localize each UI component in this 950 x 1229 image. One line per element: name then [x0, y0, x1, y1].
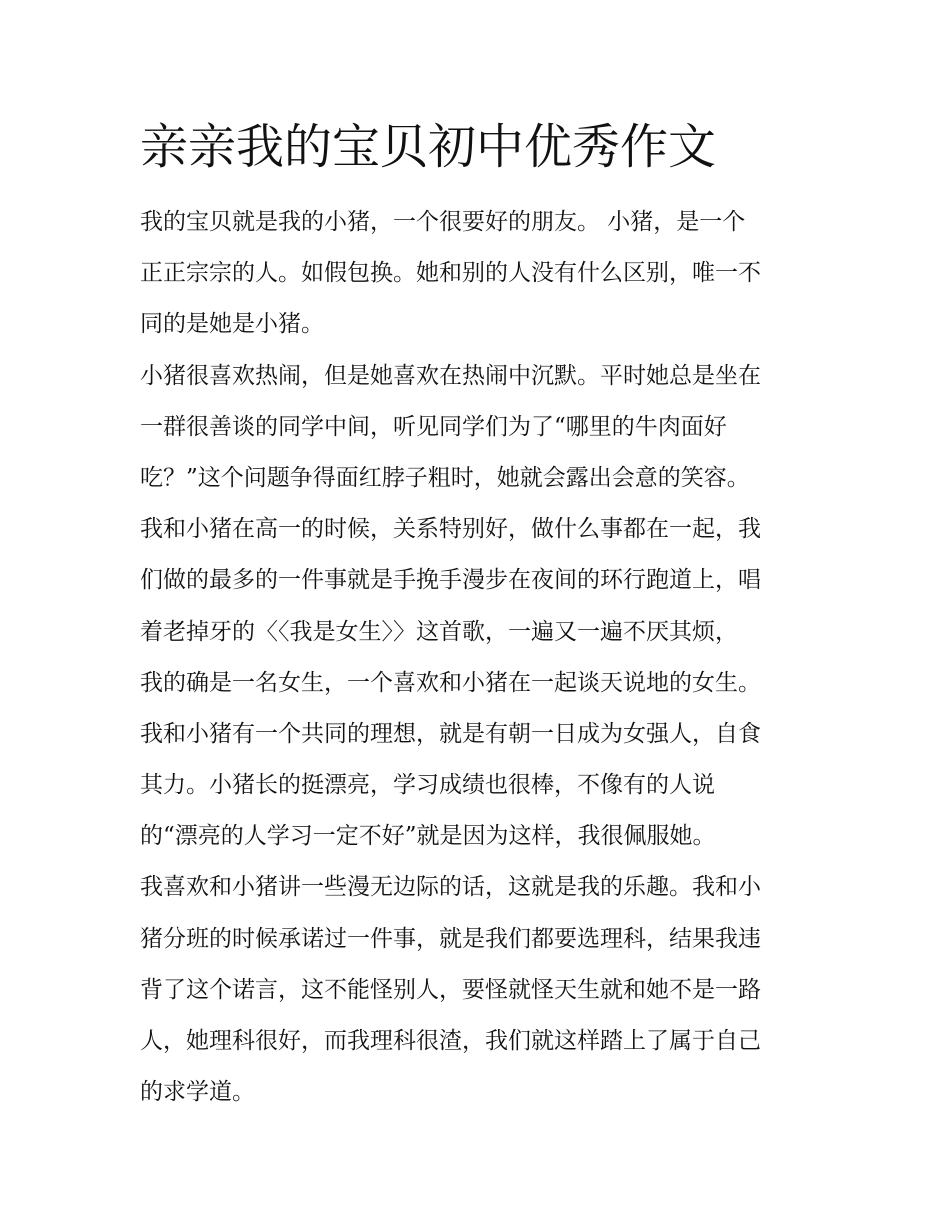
- text-line: 一群很善谈的同学中间，听见同学们为了“哪里的牛肉面好: [140, 413, 727, 440]
- text-line: 的求学道。: [140, 1079, 255, 1106]
- text-line: 小猪很喜欢热闹，但是她喜欢在热闹中沉默。平时她总是坐在: [140, 362, 761, 389]
- text-line: 着老掉牙的〈〈我是女生〉〉这首歌，一遍又一遍不厌其烦，: [140, 618, 738, 645]
- text-line: 我和小猪有一个共同的理想，就是有朝一日成为女强人，自食: [140, 720, 761, 747]
- text-line: 猪分班的时候承诺过一件事，就是我们都要选理科，结果我违: [140, 925, 761, 952]
- text-line: 正正宗宗的人。如假包换。她和别的人没有什么区别，唯一不: [140, 260, 761, 287]
- text-line: 其力。小猪长的挺漂亮，学习成绩也很棒，不像有的人说: [140, 772, 715, 799]
- text-line: 人，她理科很好，而我理科很渣，我们就这样踏上了属于自己: [140, 1028, 761, 1054]
- text-line: 我和小猪在高一的时候，关系特别好，做什么事都在一起，我: [140, 516, 761, 543]
- text-line: 我的宝贝就是我的小猪，一个很要好的朋友。 小猪，是一个: [140, 209, 746, 235]
- document-body: [140, 197, 820, 1118]
- text-line: 背了这个诺言，这不能怪别人，要怪就怪天生就和她不是一路: [140, 976, 761, 1003]
- document-title: 亲亲我的宝贝初中优秀作文: [140, 119, 717, 175]
- text-line: 的“漂亮的人学习一定不好”就是因为这样，我很佩服她。: [140, 823, 716, 850]
- text-line: 同的是她是小猪。: [140, 311, 324, 338]
- text-line: 我的确是一名女生，一个喜欢和小猪在一起谈天说地的女生。: [140, 669, 761, 696]
- text-line: 吃？”这个问题争得面红脖子粗时，她就会露出会意的笑容。: [140, 464, 750, 491]
- text-line: 们做的最多的一件事就是手挽手漫步在夜间的环行跑道上，唱: [140, 567, 761, 594]
- text-line: 我喜欢和小猪讲一些漫无边际的话，这就是我的乐趣。我和小: [140, 874, 761, 901]
